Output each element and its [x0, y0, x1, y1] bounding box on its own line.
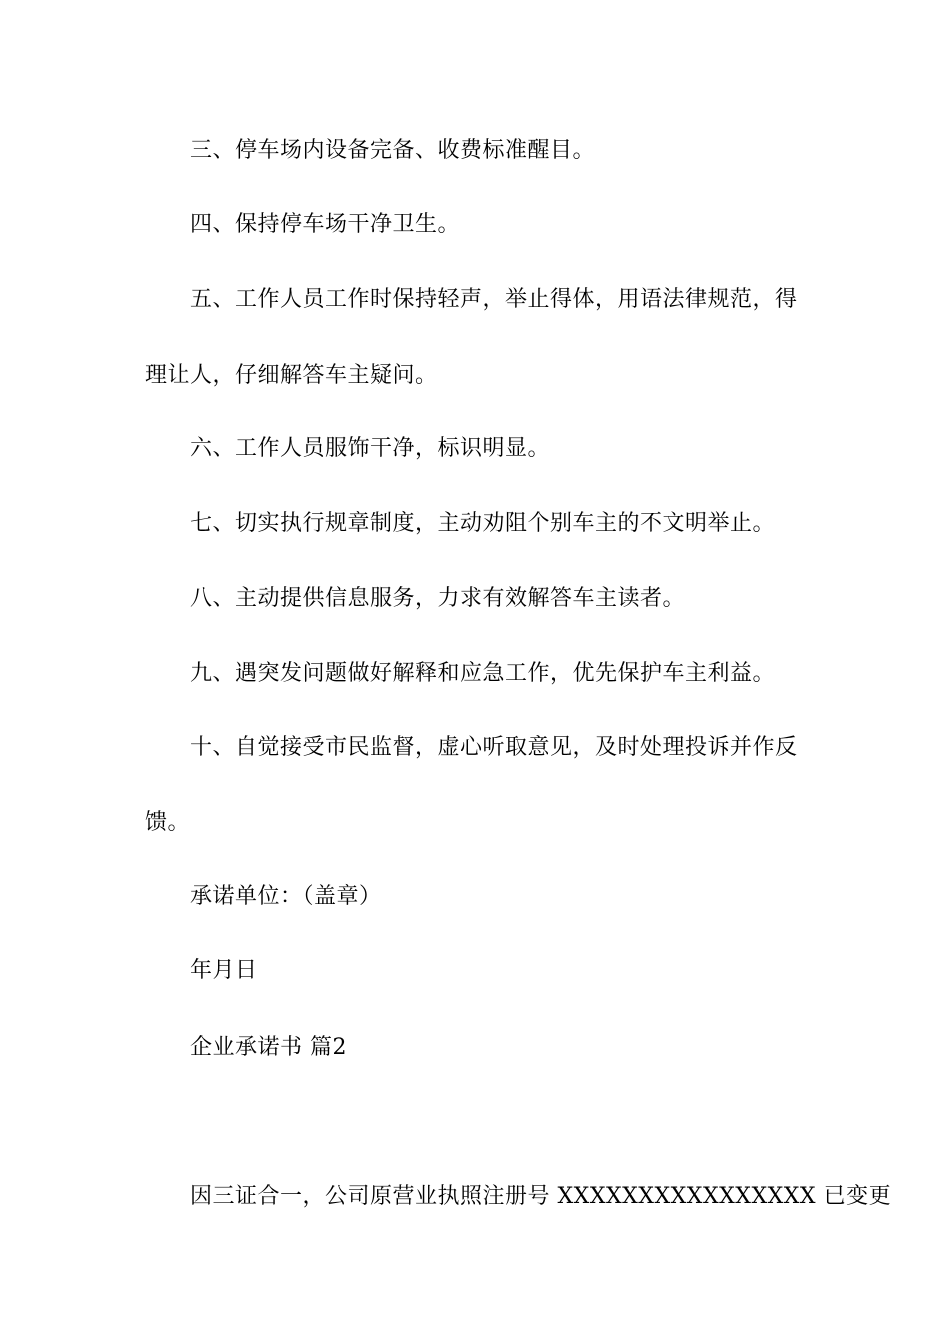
- date-line: 年月日: [190, 958, 258, 983]
- clause-5-line-1: 五、工作人员工作时保持轻声，举止得体，用语法律规范，得: [190, 287, 798, 312]
- clause-9: 九、遇突发问题做好解释和应急工作，优先保护车主利益。: [190, 661, 776, 686]
- signature-unit: 承诺单位：（盖章）: [190, 884, 382, 909]
- clause-4: 四、保持停车场干净卫生。: [190, 212, 461, 237]
- section-heading: 企业承诺书 篇2: [190, 1035, 347, 1060]
- clause-3: 三、停车场内设备完备、收费标准醒目。: [190, 138, 596, 163]
- clause-10-line-1: 十、自觉接受市民监督，虚心听取意见，及时处理投诉并作反: [190, 735, 798, 760]
- body-paragraph-line: 因三证合一，公司原营业执照注册号 XXXXXXXXXXXXXXXX 已变更: [190, 1184, 892, 1209]
- clause-8: 八、主动提供信息服务，力求有效解答车主读者。: [190, 586, 686, 611]
- clause-7: 七、切实执行规章制度，主动劝阻个别车主的不文明举止。: [190, 511, 776, 536]
- clause-10-line-2: 馈。: [145, 810, 191, 835]
- clause-5-line-2: 理让人，仔细解答车主疑问。: [145, 363, 438, 388]
- clause-6: 六、工作人员服饰干净，标识明显。: [190, 436, 551, 461]
